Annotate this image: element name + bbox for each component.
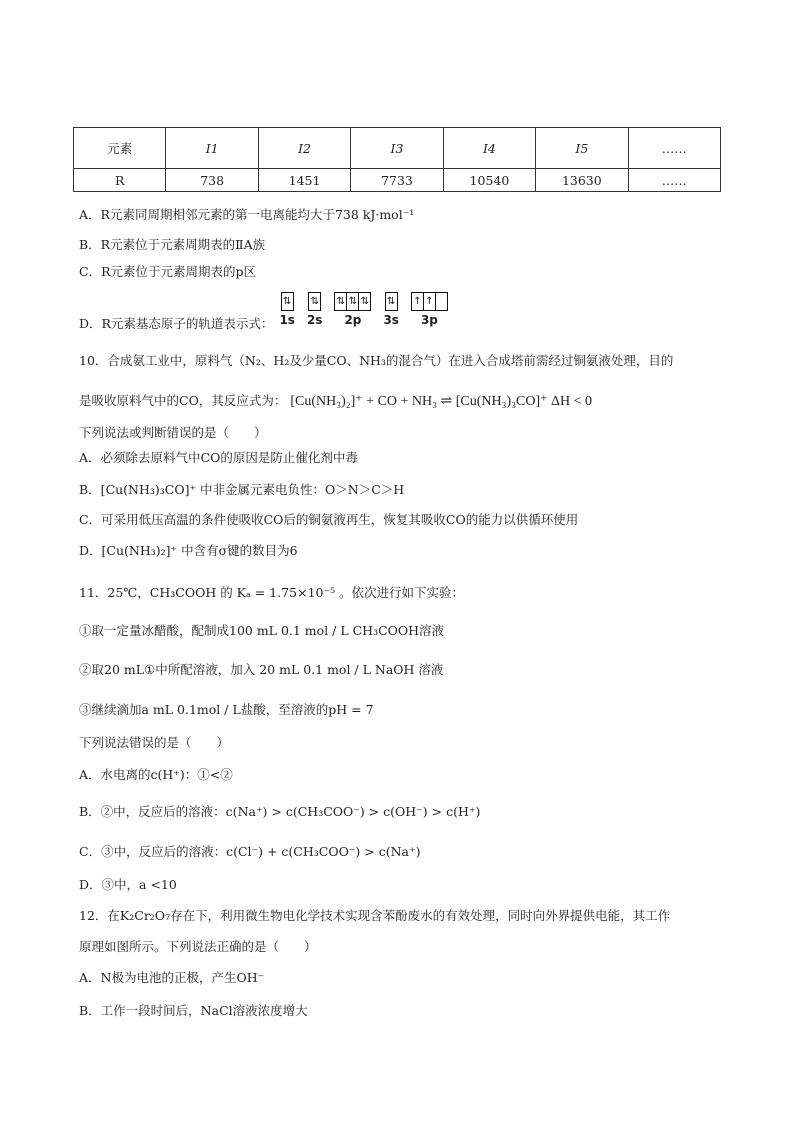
table-header-cell: I3 <box>351 128 443 169</box>
orbital-box: ⇅ <box>360 296 370 307</box>
q10-stem-line1: 10．合成氨工业中，原料气（N₂、H₂及少量CO、NH₃的混合气）在进入合成塔前需经过铜氨液处理，目的 <box>79 353 674 368</box>
q10-question: 下列说法或判断错误的是（ ） <box>79 425 267 440</box>
q9-option-d-text: D．R元素基态原子的轨道表示式： <box>79 316 274 331</box>
table-cell: R <box>74 169 166 192</box>
q10-equation: [Cu(NH₃)₂]⁺ + CO + NH₃ ⇌ [Cu(NH₃)₃CO]⁺ ΔH < 0 <box>290 394 593 409</box>
orbital-box-row <box>308 292 321 311</box>
orbital-label: 1s <box>279 313 295 327</box>
table-row <box>74 169 721 192</box>
table-cell: 1451 <box>258 169 350 192</box>
table-header-cell: 元素 <box>74 128 166 169</box>
orbital-box <box>436 293 447 310</box>
q10-option-b: B．[Cu(NH₃)₃CO]⁺ 中非金属元素电负性：O＞N＞C＞H <box>79 482 405 497</box>
q11-step1: ①取一定量冰醋酸，配制成100 mL 0.1 mol / L CH₃COOH溶液 <box>79 623 445 638</box>
q9-option-a: A．R元素同周期相邻元素的第一电离能均大于738 kJ·mol⁻¹ <box>79 207 415 222</box>
q12-option-b: B．工作一段时间后，NaCl溶液浓度增大 <box>79 1003 308 1018</box>
orbital-group <box>411 292 448 327</box>
orbital-box: ⇅ <box>282 296 292 307</box>
q11-step2: ②取20 mL①中所配溶液，加入 20 mL 0.1 mol / L NaOH 溶液 <box>79 662 444 677</box>
q11-stem: 11．25℃，CH₃COOH 的 Kₐ = 1.75×10⁻⁵ 。依次进行如下实验： <box>79 585 465 600</box>
orbital-box: ↑ <box>424 293 436 310</box>
q11-question: 下列说法错误的是（ ） <box>79 735 230 750</box>
q9-option-c: C．R元素位于元素周期表的p区 <box>79 264 256 279</box>
orbital-box: ⇅ <box>347 293 359 310</box>
table-header-row <box>74 128 721 169</box>
table-cell: 10540 <box>443 169 535 192</box>
q10-stem-line2-text: 是吸收原料气中的CO，其反应式为： <box>79 393 287 408</box>
table-header-cell: I5 <box>536 128 628 169</box>
orbital-box-row <box>411 292 448 311</box>
orbital-group <box>334 292 371 327</box>
q10-option-a: A．必须除去原料气中CO的原因是防止催化剂中毒 <box>79 450 358 465</box>
ionization-energy-table <box>73 127 721 192</box>
orbital-diagram <box>279 292 460 327</box>
orbital-box-row <box>281 292 294 311</box>
q10-option-c: C．可采用低压高温的条件使吸收CO后的铜氨液再生，恢复其吸收CO的能力以供循环使用 <box>79 512 579 527</box>
orbital-box-row <box>385 292 398 311</box>
orbital-box: ⇅ <box>335 293 347 310</box>
orbital-label: 3p <box>420 313 438 327</box>
q11-step3: ③继续滴加a mL 0.1mol / L盐酸，至溶液的pH = 7 <box>79 702 374 717</box>
q12-stem-line1: 12．在K₂Cr₂O₇存在下，利用微生物电化学技术实现含苯酚废水的有效处理，同时向外界提供电能，其工作 <box>79 908 671 923</box>
q11-option-a: A．水电离的c(H⁺)：①<② <box>79 767 233 782</box>
table-header-cell: I4 <box>443 128 535 169</box>
q10-stem-line2 <box>79 391 592 410</box>
table-cell: …… <box>628 169 720 192</box>
q9-option-d <box>79 292 460 332</box>
orbital-group <box>307 292 323 327</box>
table-cell: 7733 <box>351 169 443 192</box>
table-header-cell: I2 <box>258 128 350 169</box>
orbital-box: ⇅ <box>386 296 396 307</box>
table-header-cell: …… <box>628 128 720 169</box>
table-cell: 738 <box>166 169 258 192</box>
q11-option-b: B．②中，反应后的溶液：c(Na⁺) > c(CH₃COO⁻) > c(OH⁻) > c(H⁺) <box>79 804 481 819</box>
orbital-group <box>279 292 295 327</box>
q9-option-b: B．R元素位于元素周期表的ⅡA族 <box>79 237 266 252</box>
table-header-cell: I1 <box>166 128 258 169</box>
orbital-box-row <box>334 292 371 311</box>
orbital-box: ↑ <box>412 293 424 310</box>
q11-option-c: C．③中，反应后的溶液：c(Cl⁻) + c(CH₃COO⁻) > c(Na⁺) <box>79 844 421 859</box>
q11-option-d: D．③中，a <10 <box>79 877 177 892</box>
q12-option-a: A．N极为电池的正极，产生OH⁻ <box>79 970 265 985</box>
orbital-label: 2s <box>306 313 323 327</box>
orbital-group <box>383 292 399 327</box>
orbital-box: ⇅ <box>310 296 319 307</box>
orbital-label: 2p <box>344 313 362 327</box>
q12-stem-line2: 原理如图所示。下列说法正确的是（ ） <box>79 939 317 954</box>
q10-option-d: D．[Cu(NH₃)₂]⁺ 中含有σ键的数目为6 <box>79 543 298 558</box>
orbital-label: 3s <box>383 313 399 327</box>
table-cell: 13630 <box>536 169 628 192</box>
